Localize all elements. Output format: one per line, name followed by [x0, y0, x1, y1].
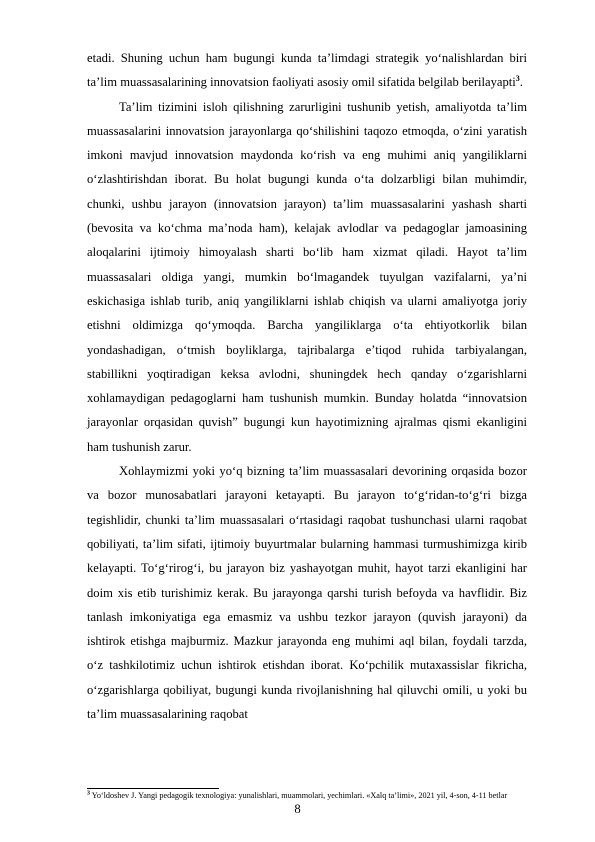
- footnote-reference[interactable]: 3: [515, 74, 520, 84]
- footnote-separator: [87, 788, 219, 789]
- paragraph-continuation: [87, 46, 527, 95]
- paragraph-2: Ta’lim tizimini isloh qilishning zarurligini tushunib yetish, amaliyotda ta’lim muassasalarini innovatsion jarayonlarga qo‘shilishini taqozo etmoqda, o‘zini yaratish imkoni mavjud innovatsion maydonda ko‘rish va eng muhimi aniq yangiliklarni o‘zlashtirishdan iborat. Bu holat bugungi kunda o‘ta dolzarbligi bilan muhimdir, chunki, ushbu jarayon (innovatsion jarayon) ta’lim muassasalarini yashash sharti (bevosita va ko‘chma ma’noda ham), kelajak avlodlar va pedagoglar jamoasining aloqalarini ijtimoiy himoyalash sharti bo‘lib ham xizmat qiladi. Hayot ta’lim muassasalari oldiga yangi, mumkin bo‘lmagandek tuyulgan vazifalarni, ya’ni eskichasiga ishlab turib, aniq yangiliklarni ishlab chiqish va ularni amaliyotga joriy etishni oldimizga qo‘ymoqda. Barcha yangiliklarga o‘ta ehtiyotkorlik bilan yondashadigan, o‘tmish boyliklarga, tajribalarga e’tiqod ruhida tarbiyalangan, stabillikni yoqtiradigan keksa avlodni, shuningdek hech qanday o‘zgarishlarni xohlamaydigan pedagoglarni ham tushunish mumkin. Bunday holatda “innovatsion jarayonlar orqasidan quvish” bugungi kun hayotimizning ajralmas qismi ekanligini ham tushunish zarur.: [87, 99, 527, 454]
- body-text: [87, 46, 527, 726]
- paragraph-1-text: etadi. Shuning uchun ham bugungi kunda ta’limdagi strategik yo‘nalishlardan biri ta’lim muassasalarining innovatsion faoliyati asosiy omil sifatida belgilab berilayapti: [87, 51, 527, 90]
- footnote-text: Yo‘ldoshev J. Yangi pedagogik texnologiya: yunalishlari, muammolari, yechimlari. «Xalq ta’limi», 2021 yil, 4-son, 4-11 betlar: [90, 791, 508, 800]
- page-number: 8: [294, 802, 301, 816]
- paragraph-3: Xohlaymizmi yoki yo‘q bizning ta’lim muassasalari devorining orqasida bozor va bozor munosabatlari jarayoni ketayapti. Bu jarayon to‘g‘ridan-to‘g‘ri bizga tegishlidir, chunki ta’lim muassasalari o‘rtasidagi raqobat tushunchasi ularni raqobat qobiliyati, ta’lim sifati, ijtimoiy buyurtmalar bularning hammasi turmushimizga kirib kelayapti. To‘g‘rirog‘i, bu jarayon biz yashayotgan muhit, hayot tarzi ekanligini har doim xis etib turishimiz kerak. Bu jarayonga qarshi turish befoyda va havflidir. Biz tanlash imkoniyatiga ega emasmiz va ushbu tezkor jarayon (quvish jarayoni) da ishtirok etishga majburmiz. Mazkur jarayonda eng muhimi aql bilan, foydali tarzda, o‘z tashkilotimiz uchun ishtirok etishdan iborat. Ko‘pchilik mutaxassislar fikricha, o‘zgarishlarga qobiliyat, bugungi kunda rivojlanishning hal qiluvchi omili, u yoki bu ta’lim muassasalarining raqobat: [87, 464, 527, 722]
- footnote-number: 3: [87, 790, 90, 797]
- footnote: [87, 790, 527, 801]
- paragraph-1-end: .: [519, 75, 523, 90]
